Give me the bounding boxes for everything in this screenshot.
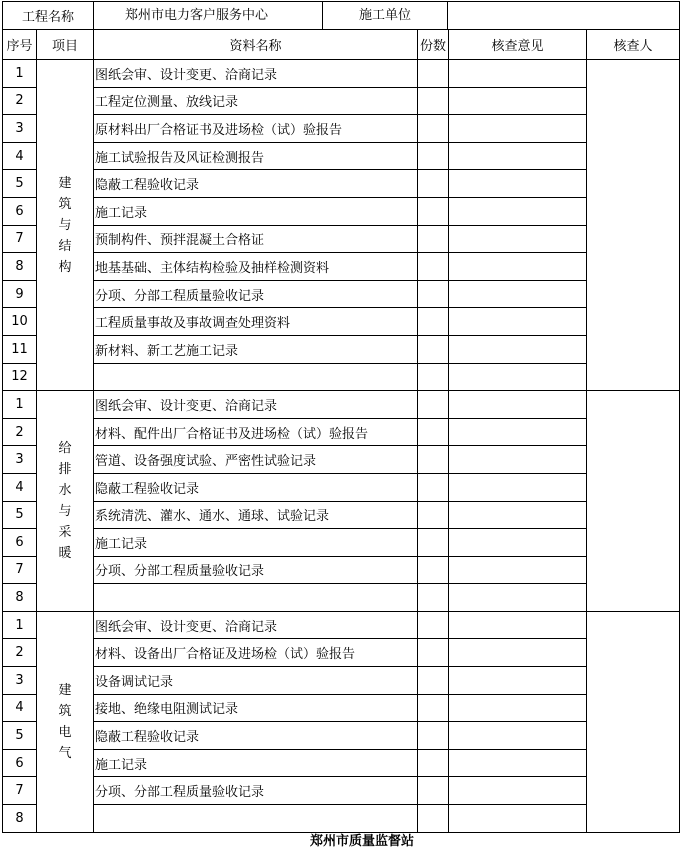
row-number: 1 [3, 60, 37, 88]
table-row [3, 556, 680, 584]
table-row [3, 170, 680, 198]
doc-name: 管道、设备强度试验、严密性试验记录 [94, 446, 418, 474]
opinion-cell[interactable] [449, 60, 587, 88]
row-number: 4 [3, 142, 37, 170]
doc-name: 施工记录 [94, 529, 418, 557]
copies-cell[interactable] [418, 142, 449, 170]
inspection-table [2, 1, 680, 833]
opinion-cell[interactable] [449, 87, 587, 115]
opinion-cell[interactable] [449, 722, 587, 750]
project-name-label: 工程名称 [3, 2, 94, 30]
row-number: 1 [3, 391, 37, 419]
doc-name: 隐蔽工程验收记录 [94, 170, 418, 198]
doc-name: 工程质量事故及事故调查处理资料 [94, 308, 418, 336]
doc-name: 设备调试记录 [94, 667, 418, 695]
checker-cell[interactable] [587, 391, 680, 612]
opinion-cell[interactable] [449, 418, 587, 446]
doc-name: 系统清洗、灌水、通水、通球、试验记录 [94, 501, 418, 529]
row-number: 3 [3, 446, 37, 474]
table-row [3, 749, 680, 777]
copies-cell[interactable] [418, 694, 449, 722]
contractor-value [448, 2, 679, 29]
doc-name: 图纸会审、设计变更、洽商记录 [94, 391, 418, 419]
copies-cell[interactable] [418, 722, 449, 750]
doc-name: 分项、分部工程质量验收记录 [94, 280, 418, 308]
copies-cell[interactable] [418, 639, 449, 667]
opinion-cell[interactable] [449, 777, 587, 805]
row-number: 7 [3, 225, 37, 253]
opinion-cell[interactable] [449, 197, 587, 225]
copies-cell[interactable] [418, 308, 449, 336]
table-row [3, 722, 680, 750]
copies-cell[interactable] [418, 749, 449, 777]
row-number: 5 [3, 722, 37, 750]
opinion-cell[interactable] [449, 584, 587, 612]
table-row [3, 253, 680, 281]
doc-name: 图纸会审、设计变更、洽商记录 [94, 60, 418, 88]
opinion-cell[interactable] [449, 749, 587, 777]
copies-cell[interactable] [418, 446, 449, 474]
project-info-cell [94, 2, 680, 30]
col-opinion: 核查意见 [449, 30, 587, 60]
table-row [3, 418, 680, 446]
doc-name: 施工试验报告及风证检测报告 [94, 142, 418, 170]
section-name: 给排水与采暖 [37, 391, 94, 612]
table-row [3, 391, 680, 419]
table-row [3, 60, 680, 88]
opinion-cell[interactable] [449, 335, 587, 363]
opinion-cell[interactable] [449, 639, 587, 667]
table-row [3, 308, 680, 336]
row-number: 2 [3, 639, 37, 667]
table-row [3, 529, 680, 557]
opinion-cell[interactable] [449, 363, 587, 391]
contractor-label: 施工单位 [322, 2, 448, 29]
opinion-cell[interactable] [449, 473, 587, 501]
copies-cell[interactable] [418, 363, 449, 391]
section-name: 建筑与结构 [37, 60, 94, 391]
doc-name [94, 584, 418, 612]
copies-cell[interactable] [418, 418, 449, 446]
row-number: 2 [3, 87, 37, 115]
doc-name: 预制构件、预拌混凝土合格证 [94, 225, 418, 253]
doc-name [94, 363, 418, 391]
table-row [3, 584, 680, 612]
copies-cell[interactable] [418, 501, 449, 529]
doc-name: 分项、分部工程质量验收记录 [94, 777, 418, 805]
opinion-cell[interactable] [449, 611, 587, 639]
copies-cell[interactable] [418, 777, 449, 805]
table-row [3, 115, 680, 143]
opinion-cell[interactable] [449, 142, 587, 170]
row-number: 7 [3, 556, 37, 584]
table-row [3, 363, 680, 391]
col-seq: 序号 [3, 30, 37, 60]
row-number: 4 [3, 473, 37, 501]
doc-name: 接地、绝缘电阻测试记录 [94, 694, 418, 722]
copies-cell[interactable] [418, 225, 449, 253]
opinion-cell[interactable] [449, 308, 587, 336]
section-name: 建筑电气 [37, 611, 94, 832]
table-row [3, 501, 680, 529]
table-row [3, 446, 680, 474]
opinion-cell[interactable] [449, 446, 587, 474]
column-header-row [3, 30, 680, 60]
opinion-cell[interactable] [449, 391, 587, 419]
opinion-cell[interactable] [449, 694, 587, 722]
col-doc-name: 资料名称 [94, 30, 418, 60]
table-row [3, 225, 680, 253]
table-row [3, 777, 680, 805]
checker-cell[interactable] [587, 611, 680, 832]
copies-cell[interactable] [418, 170, 449, 198]
row-number: 3 [3, 667, 37, 695]
doc-name: 材料、配件出厂合格证书及进场检（试）验报告 [94, 418, 418, 446]
table-row [3, 280, 680, 308]
table-row [3, 611, 680, 639]
col-copies: 份数 [418, 30, 449, 60]
opinion-cell[interactable] [449, 115, 587, 143]
doc-name [94, 805, 418, 833]
copies-cell[interactable] [418, 335, 449, 363]
copies-cell[interactable] [418, 87, 449, 115]
copies-cell[interactable] [418, 115, 449, 143]
copies-cell[interactable] [418, 529, 449, 557]
doc-name: 施工记录 [94, 197, 418, 225]
copies-cell[interactable] [418, 60, 449, 88]
copies-cell[interactable] [418, 197, 449, 225]
doc-name: 图纸会审、设计变更、洽商记录 [94, 611, 418, 639]
doc-name: 新材料、新工艺施工记录 [94, 335, 418, 363]
doc-name: 材料、设备出厂合格证及进场检（试）验报告 [94, 639, 418, 667]
copies-cell[interactable] [418, 391, 449, 419]
col-item: 项目 [37, 30, 94, 60]
row-number: 6 [3, 197, 37, 225]
opinion-cell[interactable] [449, 529, 587, 557]
row-number: 9 [3, 280, 37, 308]
copies-cell[interactable] [418, 556, 449, 584]
copies-cell[interactable] [418, 473, 449, 501]
copies-cell[interactable] [418, 805, 449, 833]
opinion-cell[interactable] [449, 253, 587, 281]
copies-cell[interactable] [418, 667, 449, 695]
row-number: 7 [3, 777, 37, 805]
row-number: 8 [3, 805, 37, 833]
opinion-cell[interactable] [449, 170, 587, 198]
table-row [3, 335, 680, 363]
row-number: 8 [3, 253, 37, 281]
doc-name: 地基基础、主体结构检验及抽样检测资料 [94, 253, 418, 281]
row-number: 11 [3, 335, 37, 363]
row-number: 8 [3, 584, 37, 612]
opinion-cell[interactable] [449, 805, 587, 833]
opinion-cell[interactable] [449, 225, 587, 253]
opinion-cell[interactable] [449, 667, 587, 695]
row-number: 12 [3, 363, 37, 391]
copies-cell[interactable] [418, 280, 449, 308]
doc-name: 隐蔽工程验收记录 [94, 473, 418, 501]
row-number: 2 [3, 418, 37, 446]
table-row [3, 694, 680, 722]
doc-name: 分项、分部工程质量验收记录 [94, 556, 418, 584]
row-number: 5 [3, 170, 37, 198]
table-row [3, 667, 680, 695]
row-number: 1 [3, 611, 37, 639]
opinion-cell[interactable] [449, 501, 587, 529]
doc-name: 工程定位测量、放线记录 [94, 87, 418, 115]
table-row [3, 473, 680, 501]
project-info-row [3, 2, 680, 30]
table-row [3, 805, 680, 833]
col-checker: 核查人 [587, 30, 680, 60]
opinion-cell[interactable] [449, 280, 587, 308]
table-row [3, 142, 680, 170]
copies-cell[interactable] [418, 611, 449, 639]
footer-note: 郑州市质量监督站 [310, 834, 415, 849]
row-number: 6 [3, 749, 37, 777]
table-row [3, 197, 680, 225]
row-number: 5 [3, 501, 37, 529]
opinion-cell[interactable] [449, 556, 587, 584]
row-number: 4 [3, 694, 37, 722]
copies-cell[interactable] [418, 584, 449, 612]
project-name-value: 郑州市电力客户服务中心 [125, 8, 269, 23]
row-number: 3 [3, 115, 37, 143]
doc-name: 隐蔽工程验收记录 [94, 722, 418, 750]
table-row [3, 87, 680, 115]
row-number: 10 [3, 308, 37, 336]
checker-cell[interactable] [587, 60, 680, 391]
copies-cell[interactable] [418, 253, 449, 281]
doc-name: 施工记录 [94, 749, 418, 777]
table-row [3, 639, 680, 667]
row-number: 6 [3, 529, 37, 557]
doc-name: 原材料出厂合格证书及进场检（试）验报告 [94, 115, 418, 143]
